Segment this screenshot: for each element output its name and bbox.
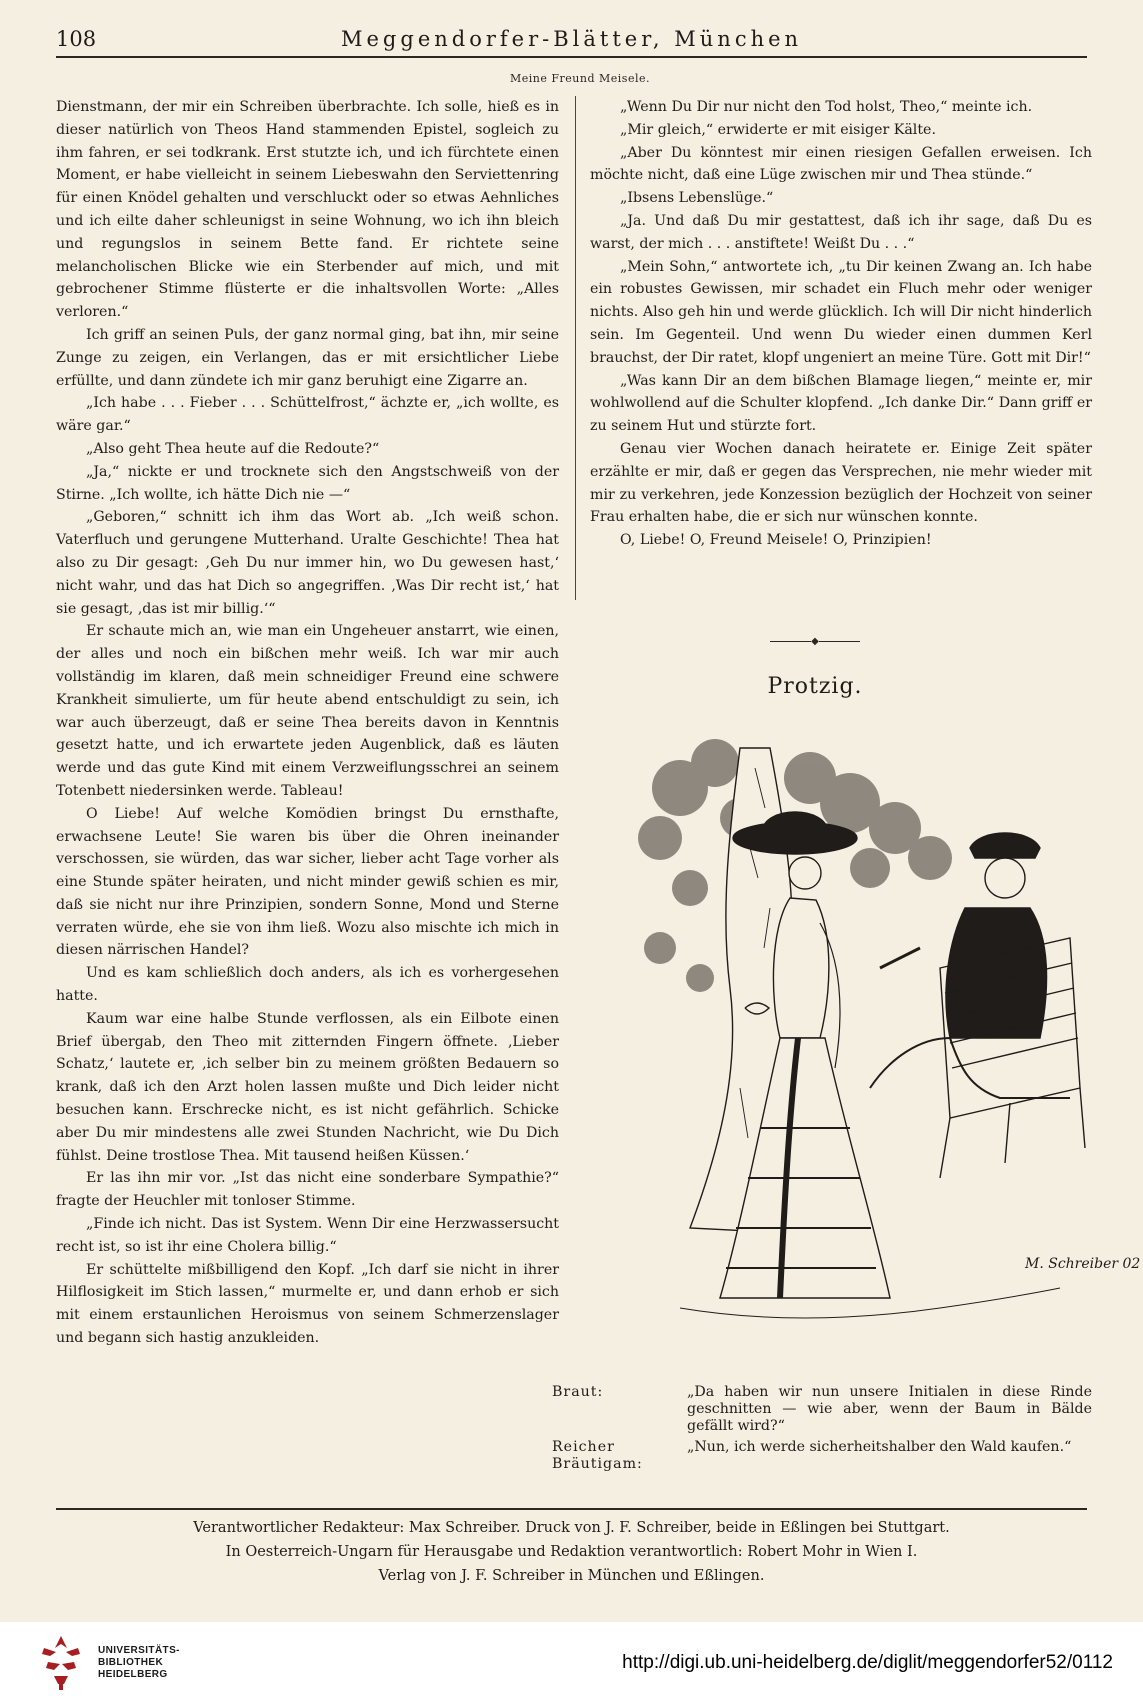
paragraph: Dienstmann, der mir ein Schreiben überbrachte. Ich solle, hieß es in dieser natürlich von Theos Hand stammenden Epistel, sogleich zu ihm fahren, er sei todkrank. Erst stutzte ich, und ich fürchtete einen Moment, er habe vielleicht in seinem Liebeswahn den Serviettenring für einen Knödel gehalten und verschluckt oder so etwas Aehnliches und ich eilte daher schleunigst in seine Wohnung, wo ich ihn bleich und regungslos in seinem Bette fand. Er richtete seine melancholischen Blicke wie ein Sterbender auf mich, und mit gebrochener Stimme flüsterte er die inhaltsvollen Worte: „Alles verloren.“ (56, 99, 559, 321)
article-subhead: Meine Freund Meisele. (510, 72, 650, 85)
caption-line (552, 1439, 1092, 1473)
right-text-column (590, 96, 1092, 552)
artist-signature: M. Schreiber 02 (1025, 1256, 1141, 1272)
paragraph: Ich griff an seinen Puls, der ganz normal ging, bat ihn, mir seine Zunge zu zeigen, ein Verlangen, das er mit ersichtlicher Liebe erfüllte, und dann zündete ich mir ganz beruhigt eine Zigarre an. (56, 326, 559, 389)
caption-speaker: Reicher Bräutigam: (552, 1439, 643, 1472)
library-name-line: BIBLIOTHEK (98, 1656, 164, 1668)
library-name-line: HEIDELBERG (98, 1668, 168, 1680)
imprint-line: Verlag von J. F. Schreiber in München und Eßlingen. (378, 1568, 765, 1584)
illustration-title: Protzig. (767, 674, 863, 699)
paragraph: Genau vier Wochen danach heiratete er. Einige Zeit später erzählte er mir, daß er gegen das Versprechen, nie mehr wieder mit mir zu verkehren, jede Konzession bezüglich der Hochzeit von seiner Frau erhalten habe, die er sich nur wünschen konnte. (590, 440, 1092, 526)
left-text-column (56, 96, 559, 1350)
paragraph: „Geboren,“ schnitt ich ihm das Wort ab. „Ich weiß schon. Vaterfluch und gerungene Mutterhand. Uralte Geschichte! Thea hat also zu Dir gesagt: ‚Geh Du nur immer hin, wo Du gewesen hast,‘ nicht wahr, und das hat Dich so angegriffen. ‚Was Dir recht ist,‘ hat sie gesagt, ‚das ist mir billig.‘“ (56, 509, 559, 617)
paragraph: „Mein Sohn,“ antwortete ich, „tu Dir keinen Zwang an. Ich habe ein robustes Gewissen, mir schadet ein Fluch mehr oder weniger nichts. Also geh hin und werde glücklich. Ich will Dir nicht hinderlich sein. Im Gegenteil. Und wenn Du wieder einen dummen Kerl brauchst, der Dir ratet, klopf ungeniert an meine Türe. Gott mit Dir!“ (590, 258, 1092, 366)
library-banner (0, 1622, 1143, 1703)
university-seal-icon (34, 1634, 88, 1692)
caption-text: „Da haben wir nun unsere Initialen in diese Rinde geschnitten — wie aber, wenn der Baum in Bälde gefällt wird?“ (687, 1384, 1092, 1434)
paragraph: O Liebe! Auf welche Komödien bringst Du ernsthafte, erwachsene Leute! Sie waren bis über die Ohren ineinander verschossen, sie würden, das war sicher, lieber acht Tage vorher als eine Stunde später heiraten, und nicht minder gewiß schien es mir, daß sie nicht nur ihre Prinzipien, sondern Sonne, Mond und Sterne verraten würde, ehe sie von ihm ließ. Wozu also mischte ich mich in diesen närrischen Handel? (56, 805, 559, 959)
paragraph: Er schaute mich an, wie man ein Ungeheuer anstarrt, wie einen, der alles und noch ein bißchen mehr weiß. Ich war mir auch vollständig im klaren, daß mein schneidiger Freund eine schwere Krankheit simulierte, um für heute abend entschuldigt zu sein, ich war auch überzeugt, daß er seine Thea bereits davon in Kenntnis gesetzt hatte, und ich erwartete jeden Augenblick, daß es läuten werde und das gute Kind mit einem Verzweiflungsschrei an seinem Totenbett niedersinken werde. Tableau! (56, 623, 559, 799)
paragraph: Er schüttelte mißbilligend den Kopf. „Ich darf sie nicht in ihrer Hilflosigkeit im Stich lassen,“ murmelte er, und dann erhob er sich mit einem erstaunlichen Heroismus von seinem Schmerzenslager und begann sich hastig anzukleiden. (56, 1261, 559, 1347)
caption-line (552, 1384, 1092, 1435)
paragraph: „Ich habe . . . Fieber . . . Schüttelfrost,“ ächzte er, „ich wollte, es wäre gar.“ (56, 395, 559, 435)
imprint-line: Verantwortlicher Redakteur: Max Schreiber. Druck von J. F. Schreiber, beide in Eßlingen bei Stuttgart. (193, 1520, 950, 1536)
running-head (56, 22, 1087, 58)
library-name (98, 1645, 180, 1681)
paragraph: „Mir gleich,“ erwiderte er mit eisiger Kälte. (620, 121, 936, 138)
page-number: 108 (56, 27, 97, 51)
illustration-couple-by-tree (620, 708, 1141, 1363)
library-name-line: UNIVERSITÄTS- (98, 1644, 180, 1656)
library-logo[interactable] (34, 1634, 180, 1692)
column-divider (575, 96, 576, 600)
paragraph: Er las ihn mir vor. „Ist das nicht eine sonderbare Sympathie?“ fragte der Heuchler mit tonloser Stimme. (56, 1170, 559, 1210)
journal-title: Meggendorfer-Blätter, München (341, 27, 803, 51)
section-ornament: ◆ (770, 636, 860, 646)
caption-text: „Nun, ich werde sicherheitshalber den Wald kaufen.“ (687, 1439, 1072, 1455)
man-figure (870, 833, 1070, 1098)
footer-rule (56, 1508, 1087, 1510)
imprint-line: In Oesterreich-Ungarn für Herausgabe und Redaktion verantwortlich: Robert Mohr in Wien I. (225, 1544, 918, 1560)
paragraph: „Aber Du könntest mir einen riesigen Gefallen erweisen. Ich möchte nicht, daß eine Lüge zwischen mir und Thea stünde.“ (590, 144, 1092, 184)
paragraph: Kaum war eine halbe Stunde verflossen, als ein Eilbote einen Brief übergab, den Theo mit zitternden Fingern öffnete. ‚Lieber Schatz,‘ lautete er, ‚ich selber bin zu meinem größten Bedauern so krank, daß ich den Arzt holen lassen mußte und Dich leider nicht besuchen kann. Erschrecke nicht, es ist nicht gefährlich. Schicke aber Du mir mindestens alle zwei Stunden Nachricht, wie Du Dich fühlst. Deine trostlose Thea. Mit tausend heißen Küssen.‘ (56, 1010, 559, 1164)
paragraph: „Ja,“ nickte er und trocknete sich den Angstschweiß von der Stirne. „Ich wollte, ich hätte Dich nie —“ (56, 463, 559, 503)
paragraph: „Ibsens Lebenslüge.“ (620, 190, 774, 207)
paragraph: „Also geht Thea heute auf die Redoute?“ (86, 440, 380, 457)
paragraph: O, Liebe! O, Freund Meisele! O, Prinzipien! (620, 532, 932, 549)
illustration-caption (552, 1384, 1092, 1477)
caption-speaker: Braut: (552, 1384, 604, 1400)
paragraph: „Wenn Du Dir nur nicht den Tod holst, Theo,“ meinte ich. (620, 99, 1033, 115)
paragraph: Und es kam schließlich doch anders, als ich es vorhergesehen hatte. (56, 965, 559, 1005)
paragraph: „Was kann Dir an dem bißchen Blamage liegen,“ meinte er, mir wohlwollend auf die Schulter klopfend. „Ich danke Dir.“ Dann griff er zu seinem Hut und stürzte fort. (590, 372, 1092, 435)
permalink-url[interactable]: http://digi.ub.uni-heidelberg.de/diglit/meggendorfer52/0112 (622, 1651, 1113, 1673)
imprint-footer (56, 1516, 1087, 1588)
paragraph: „Finde ich nicht. Das ist System. Wenn Dir eine Herzwassersucht recht ist, so ist ihr eine Cholera billig.“ (56, 1216, 559, 1255)
paragraph: „Ja. Und daß Du mir gestattest, daß ich ihr sage, daß Du es warst, der mich . . . anstiftete! Weißt Du . . .“ (590, 212, 1092, 252)
